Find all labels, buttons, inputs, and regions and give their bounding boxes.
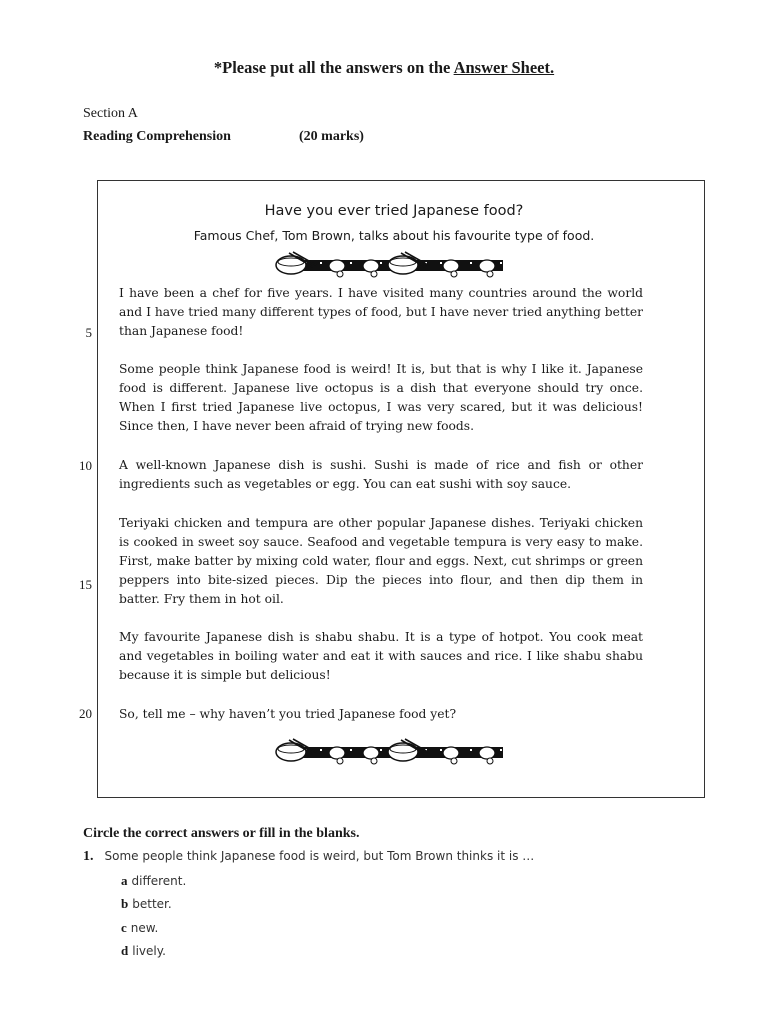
line-number-15: 15 [79, 577, 92, 592]
question-instructions: Circle the correct answers or fill in the blanks. [83, 826, 360, 841]
option-a[interactable] [121, 873, 186, 889]
option-letter: c [121, 920, 127, 935]
bowl-chopsticks-border-icon [275, 738, 505, 766]
answer-sheet-instruction [0, 58, 768, 78]
section-label: Section A [83, 106, 138, 121]
option-text: better. [132, 897, 172, 911]
bowl-chopsticks-border-icon [275, 251, 505, 279]
option-letter: b [121, 896, 129, 911]
paragraph-6: So, tell me – why haven’t you tried Japanese food yet? [119, 707, 457, 721]
option-text: new. [130, 921, 159, 935]
question-number: 1. [83, 849, 94, 864]
line-number-5: 5 [85, 325, 92, 340]
option-d[interactable] [121, 943, 166, 959]
option-text: lively. [132, 944, 166, 958]
paragraph-4: Teriyaki chicken and tempura are other popular Japanese dishes. Teriyaki chicken is cooked in sweet soy sauce. Seafood and vegetable tempura is very easy to make. First, make batter by mixing cold water, flour and eggs. Next, cut shrimps or green peppers into bite-sized pieces. Dip the pieces into flour, and then dip them in batter. Fry them in hot oil. [119, 516, 643, 606]
passage-subtitle: Famous Chef, Tom Brown, talks about his favourite type of food. [193, 228, 595, 243]
passage-title: Have you ever tried Japanese food? [264, 203, 524, 219]
option-c[interactable] [121, 920, 158, 936]
option-b[interactable] [121, 896, 172, 912]
option-letter: a [121, 873, 128, 888]
paragraph-5: My favourite Japanese dish is shabu shabu. It is a type of hotpot. You cook meat and vegetables in boiling water and eat it with sauces and rice. I like shabu shabu because it is simple but delicious! [119, 630, 643, 682]
question-1 [83, 849, 534, 865]
answer-sheet-link: Answer Sheet. [453, 58, 555, 77]
line-number-20: 20 [79, 706, 92, 721]
question-text: Some people think Japanese food is weird, but Tom Brown thinks it is … [104, 849, 535, 863]
instruction-prefix: *Please put all the answers on the [213, 58, 454, 77]
section-marks: (20 marks) [299, 129, 364, 144]
section-title: Reading Comprehension [83, 129, 231, 144]
line-number-10: 10 [79, 458, 92, 473]
paragraph-1: I have been a chef for five years. I have visited many countries around the world and I have tried many different types of food, but I have never tried anything better than Japanese food! [119, 286, 643, 338]
option-text: different. [131, 874, 187, 888]
paragraph-3: A well-known Japanese dish is sushi. Sushi is made of rice and fish or other ingredients such as vegetables or egg. You can eat sushi with soy sauce. [119, 458, 643, 491]
option-letter: d [121, 943, 129, 958]
paragraph-2: Some people think Japanese food is weird! It is, but that is why I like it. Japanese food is different. Japanese live octopus is a dish that everyone should try once. When I first tried Japanese live octopus, I was very scared, but it was delicious! Since then, I have never been afraid of trying new foods. [119, 362, 643, 433]
section-title-row [83, 129, 364, 145]
